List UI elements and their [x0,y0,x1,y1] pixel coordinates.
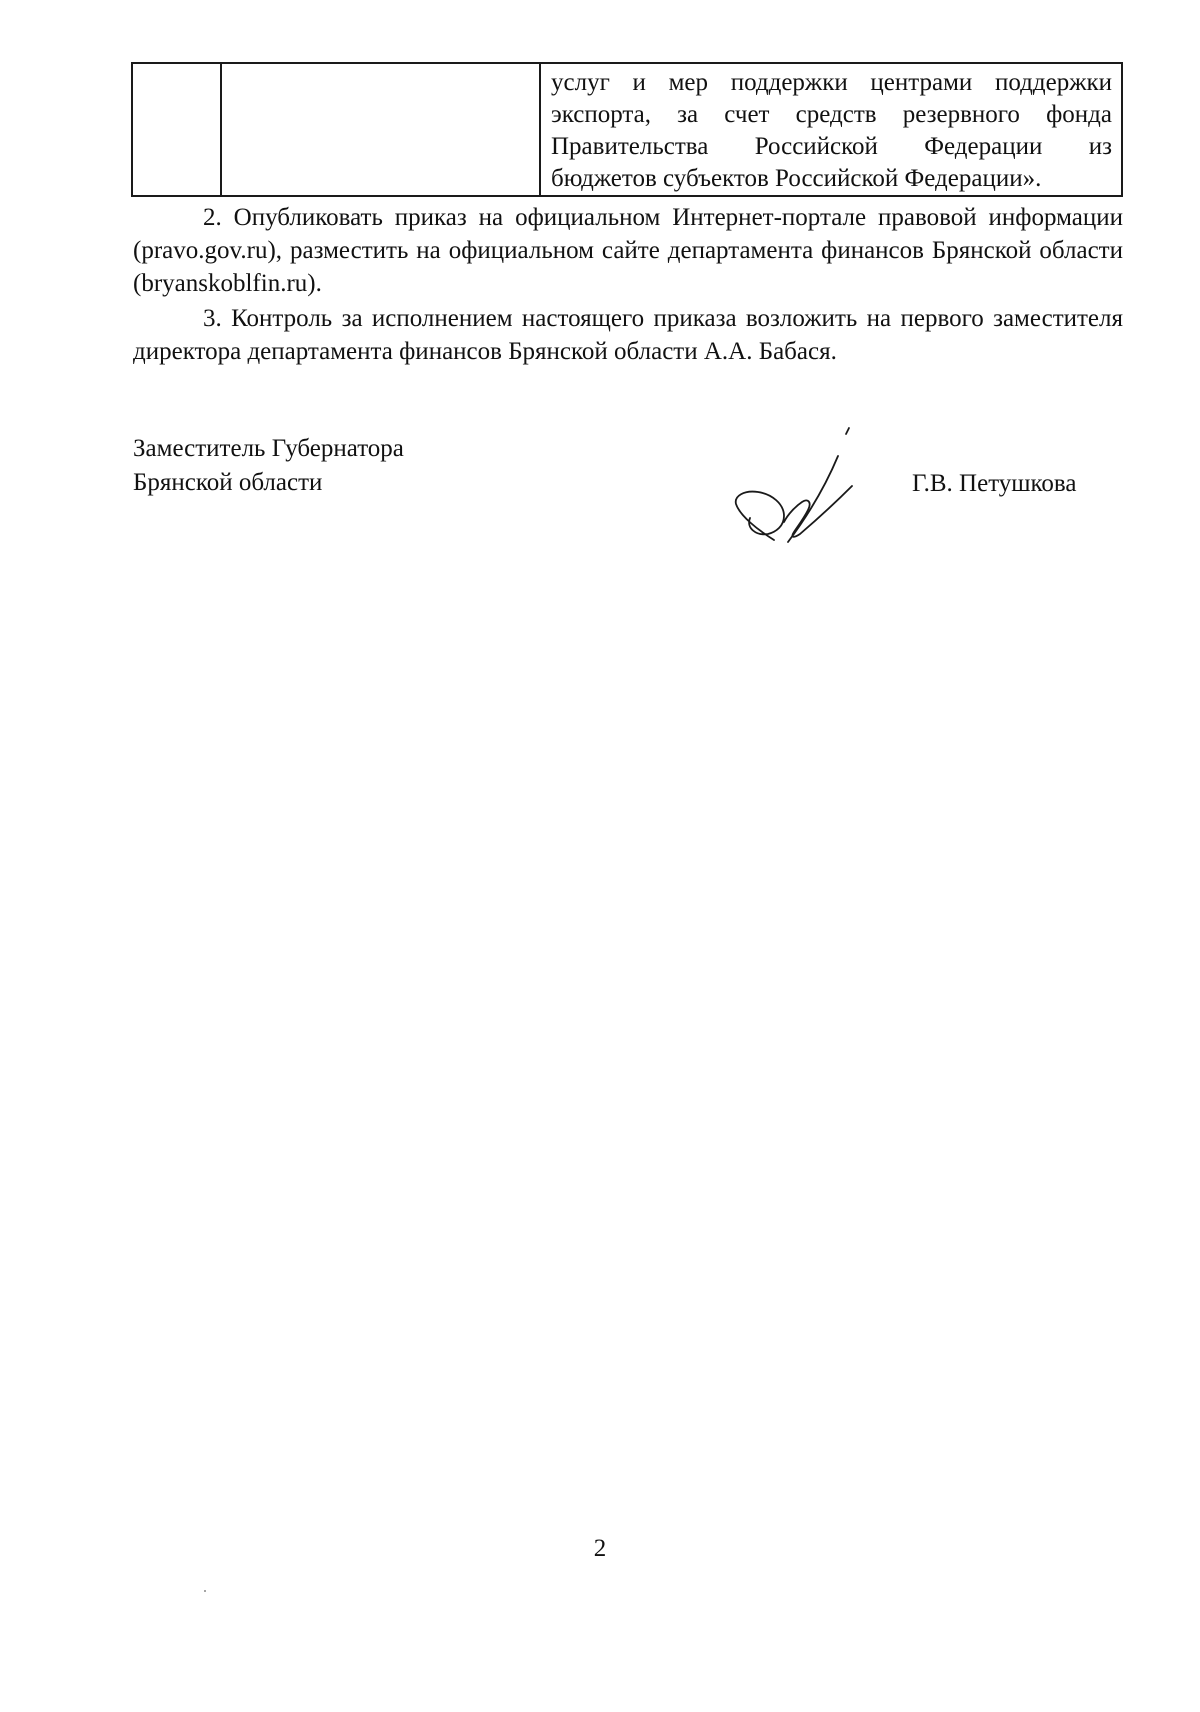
signatory-position-line: Заместитель Губернатора [133,435,404,462]
signatory-name: Г.В. Петушкова [912,470,1077,497]
table-cell-description [540,63,1122,196]
paragraph-publish: 2. Опубликовать приказ на официальном Интернет-портале правовой информации (pravo.gov.ru), разместить на официальном сайте департамента финансов Брянской области (bryanskoblfin.ru). [133,204,1123,297]
table-cell-line: экспорта, за счет средств резервного фонда [551,101,1112,128]
table-cell-number [132,63,221,196]
table-cell-line: услуг и мер поддержки центрами поддержки [551,69,1112,96]
table-cell-line: бюджетов субъектов Российской Федерации». [551,165,1042,192]
continuation-table [131,62,1123,197]
table-cell-text [541,64,1121,195]
scan-speck [204,1590,206,1592]
handwritten-signature [728,418,868,558]
table-cell-name [221,63,540,196]
table-cell-line: Правительства Российской Федерации из [551,133,1112,160]
page-number: 2 [593,1535,607,1562]
signatory-position [133,432,404,500]
signatory-position-line: Брянской области [133,469,323,496]
paragraph-control: 3. Контроль за исполнением настоящего приказа возложить на первого заместителя директора департамента финансов Брянской области А.А. Бабася. [133,305,1123,365]
table-row [132,63,1122,196]
